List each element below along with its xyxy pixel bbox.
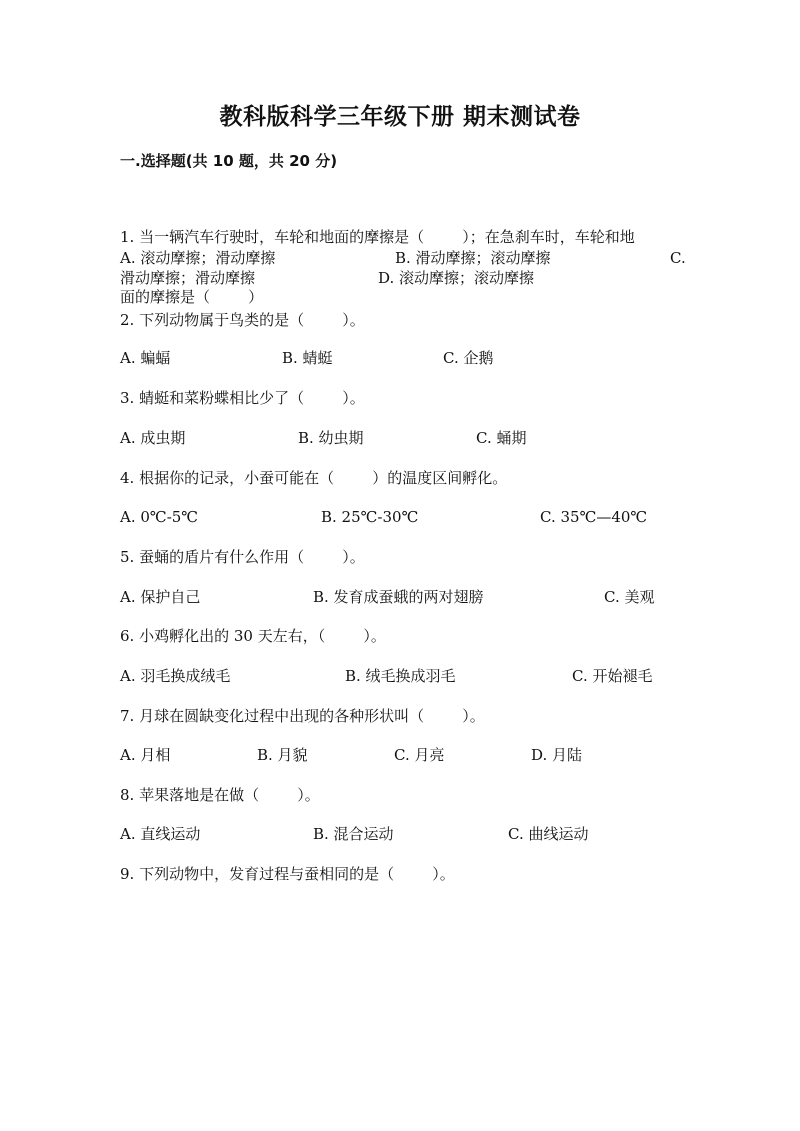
question-4-option-c: C. 35℃—40℃ bbox=[540, 508, 648, 526]
question-3-stem: 3. 蜻蜓和菜粉蝶相比少了（ ）。 bbox=[120, 389, 365, 407]
question-5-option-b: B. 发育成蚕蛾的两对翅膀 bbox=[313, 588, 484, 606]
question-7-option-d: D. 月陆 bbox=[531, 746, 583, 764]
question-1-option-d: D. 滚动摩擦；滚动摩擦 bbox=[378, 269, 535, 287]
question-6-option-a: A. 羽毛换成绒毛 bbox=[120, 667, 231, 685]
question-3-option-a: A. 成虫期 bbox=[120, 429, 186, 447]
question-8-option-c: C. 曲线运动 bbox=[508, 825, 589, 843]
question-3-option-c: C. 蛹期 bbox=[476, 429, 527, 447]
question-4-option-b: B. 25℃-30℃ bbox=[321, 508, 419, 526]
question-1-option-a: A. 滚动摩擦；滑动摩擦 bbox=[120, 249, 276, 267]
question-6-stem: 6. 小鸡孵化出的 30 天左右，（ ）。 bbox=[120, 627, 386, 645]
question-2-option-c: C. 企鹅 bbox=[443, 349, 494, 367]
question-7-option-a: A. 月相 bbox=[120, 746, 171, 764]
question-8-option-b: B. 混合运动 bbox=[313, 825, 394, 843]
question-1-option-c-label: C. bbox=[670, 249, 686, 267]
question-4-stem: 4. 根据你的记录，小蚕可能在（ ）的温度区间孵化。 bbox=[120, 469, 508, 487]
page-title: 教科版科学三年级下册 期末测试卷 bbox=[219, 104, 581, 130]
question-2-option-a: A. 蝙蝠 bbox=[120, 349, 171, 367]
question-5-stem: 5. 蚕蛹的盾片有什么作用（ ）。 bbox=[120, 548, 365, 566]
question-1-option-c-text: 滑动摩擦；滑动摩擦 bbox=[120, 269, 256, 287]
question-2-stem: 2. 下列动物属于鸟类的是（ ）。 bbox=[120, 311, 365, 329]
section-heading: 一.选择题(共 10 题，共 20 分) bbox=[120, 152, 338, 170]
question-2-option-b: B. 蜻蜓 bbox=[282, 349, 333, 367]
question-3-option-b: B. 幼虫期 bbox=[298, 429, 364, 447]
question-7-option-c: C. 月亮 bbox=[394, 746, 445, 764]
question-1-line-2: 面的摩擦是（ ） bbox=[120, 288, 264, 306]
question-8-option-a: A. 直线运动 bbox=[120, 825, 201, 843]
question-6-option-b: B. 绒毛换成羽毛 bbox=[345, 667, 456, 685]
question-9-stem: 9. 下列动物中，发育过程与蚕相同的是（ ）。 bbox=[120, 865, 455, 883]
question-1-option-b: B. 滑动摩擦；滚动摩擦 bbox=[395, 249, 551, 267]
question-7-option-b: B. 月貌 bbox=[257, 746, 308, 764]
question-5-option-c: C. 美观 bbox=[604, 588, 655, 606]
question-5-option-a: A. 保护自己 bbox=[120, 588, 201, 606]
question-7-stem: 7. 月球在圆缺变化过程中出现的各种形状叫（ ）。 bbox=[120, 707, 485, 725]
question-6-option-c: C. 开始褪毛 bbox=[572, 667, 653, 685]
question-8-stem: 8. 苹果落地是在做（ ）。 bbox=[120, 786, 320, 804]
question-4-option-a: A. 0℃-5℃ bbox=[120, 508, 199, 526]
question-1-line-1: 1. 当一辆汽车行驶时，车轮和地面的摩擦是（ ）；在急刹车时，车轮和地 bbox=[120, 228, 635, 246]
